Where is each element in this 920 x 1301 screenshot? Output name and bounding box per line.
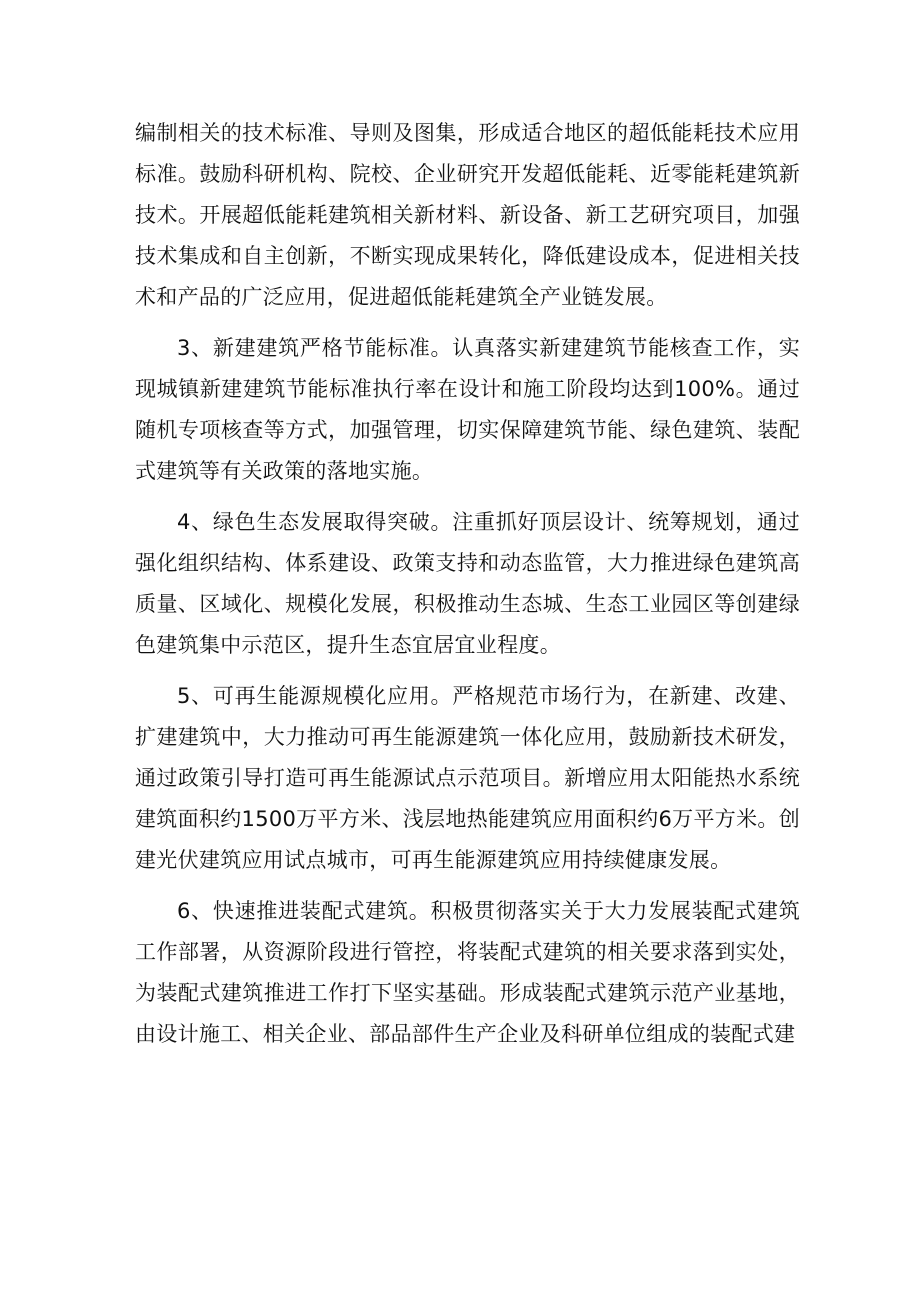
paragraph-continuation: 编制相关的技术标准、导则及图集，形成适合地区的超低能耗技术应用标准。鼓励科研机构、院校、企业研究开发超低能耗、近零能耗建筑新技术。开展超低能耗建筑相关新材料、新设备、新工艺研究项目，加强技术集成和自主创新，不断实现成果转化，降低建设成本，促进相关技术和产品的广泛应用，促进超低能耗建筑全产业链发展。: [135, 121, 800, 309]
paragraph-item-4: 4、绿色生态发展取得突破。注重抓好顶层设计、统筹规划，通过强化组织结构、体系建设、政策支持和动态监管，大力推进绿色建筑高质量、区域化、规模化发展，积极推动生态城、生态工业园区等创建绿色建筑集中示范区，提升生态宜居宜业程度。: [135, 510, 800, 657]
document-body: [135, 113, 800, 1055]
paragraph-item-6: 6、快速推进装配式建筑。积极贯彻落实关于大力发展装配式建筑工作部署，从资源阶段进行管控，将装配式建筑的相关要求落到实处，为装配式建筑推进工作打下坚实基础。形成装配式建筑示范产业基地，由设计施工、相关企业、部品部件生产企业及科研单位组成的装配式建: [135, 899, 800, 1046]
paragraph-item-3: 3、新建建筑严格节能标准。认真落实新建建筑节能核查工作，实现城镇新建建筑节能标准执行率在设计和施工阶段均达到100%。通过随机专项核查等方式，加强管理，切实保障建筑节能、绿色建筑、装配式建筑等有关政策的落地实施。: [135, 336, 800, 483]
paragraph-item-5: 5、可再生能源规模化应用。严格规范市场行为，在新建、改建、扩建建筑中，大力推动可再生能源建筑一体化应用，鼓励新技术研发，通过政策引导打造可再生能源试点示范项目。新增应用太阳能热水系统建筑面积约1500万平方米、浅层地热能建筑应用面积约6万平方米。创建光伏建筑应用试点城市，可再生能源建筑应用持续健康发展。: [135, 684, 800, 872]
